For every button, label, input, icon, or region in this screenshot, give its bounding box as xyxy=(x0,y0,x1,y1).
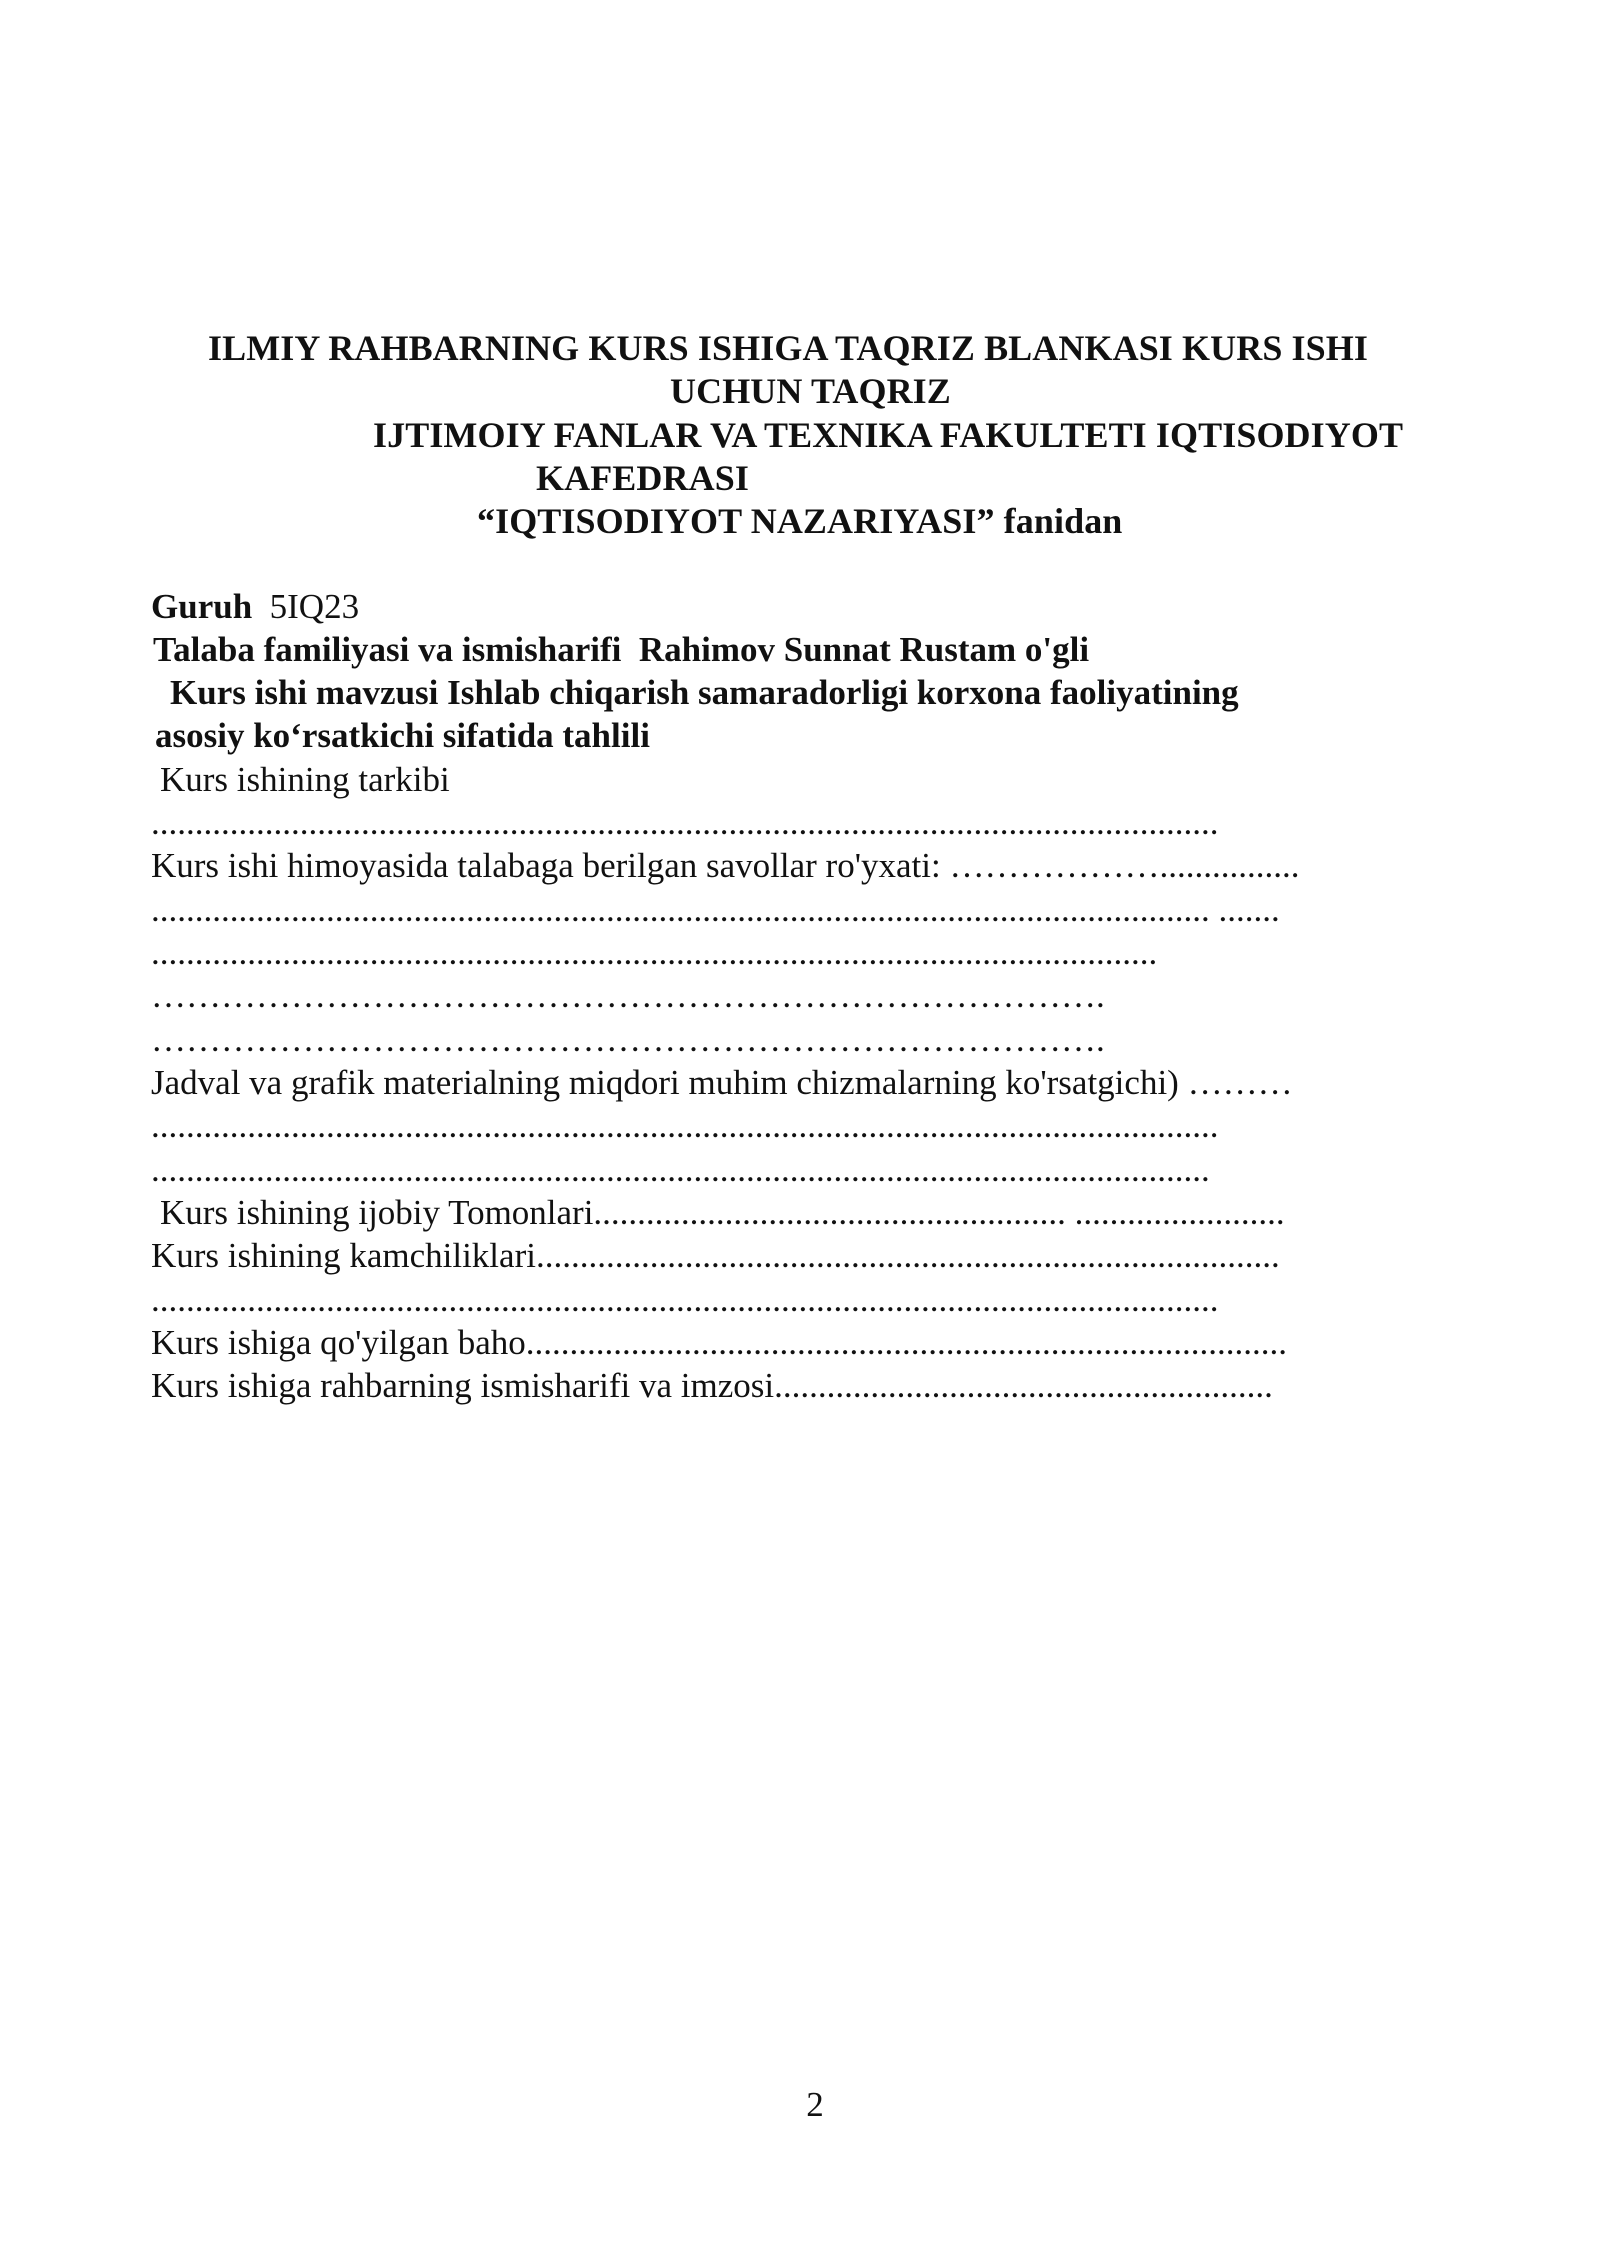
grade-label: Kurs ishiga qo'yilgan baho....................................................................................... xyxy=(151,1323,1287,1362)
dotted-line-4: ………………………………………………………………………. xyxy=(151,976,1105,1015)
page-number: 2 xyxy=(806,2085,824,2124)
group-value: 5IQ23 xyxy=(269,587,360,626)
tables-label: Jadval va grafik materialning miqdori muhim chizmalarning ko'rsatgichi) ……… xyxy=(151,1063,1293,1102)
shortcomings-label: Kurs ishining kamchiliklari..................................................................................... xyxy=(151,1236,1280,1275)
group-label: Guruh xyxy=(151,587,253,626)
topic-line-1: Kurs ishi mavzusi Ishlab chiqarish samaradorligi korxona faoliyatining xyxy=(170,673,1239,712)
dotted-line-5: ………………………………………………………………………. xyxy=(151,1020,1105,1059)
topic-line-2: asosiy ko‘rsatkichi sifatida tahlili xyxy=(155,716,650,755)
student-row xyxy=(153,628,1089,672)
signature-label: Kurs ishiga rahbarning ismisharifi va imzosi......................................................... xyxy=(151,1366,1273,1405)
group-row xyxy=(151,585,359,629)
positive-label: Kurs ishining ijobiy Tomonlari...................................................... ........................ xyxy=(160,1193,1285,1232)
student-label: Talaba familiyasi va ismisharifi xyxy=(153,630,622,669)
faculty-line: IJTIMOIY FANLAR VA TEXNIKA FAKULTETI IQTISODIYOT xyxy=(373,415,1404,455)
dotted-line-6: .......................................................................................................................... xyxy=(151,1106,1219,1145)
questions-label: Kurs ishi himoyasida talabaga berilgan savollar ro'yxati: ………………................ xyxy=(151,846,1300,885)
student-value: Rahimov Sunnat Rustam o'gli xyxy=(638,630,1090,669)
dotted-line-1: .......................................................................................................................... xyxy=(151,803,1219,842)
subject-line: “IQTISODIYOT NAZARIYASI” fanidan xyxy=(477,501,1123,541)
dotted-line-7: ......................................................................................................................... xyxy=(151,1150,1210,1189)
title-line-1: ILMIY RAHBARNING KURS ISHIGA TAQRIZ BLANKASI KURS ISHI xyxy=(208,328,1368,368)
structure-label: Kurs ishining tarkibi xyxy=(160,760,450,799)
dotted-line-8: .......................................................................................................................... xyxy=(151,1280,1219,1319)
title-line-2: UCHUN TAQRIZ xyxy=(670,371,951,411)
dotted-line-2: ......................................................................................................................... ....... xyxy=(151,890,1280,929)
dotted-line-3: ................................................................................................................... xyxy=(151,933,1158,972)
department-line: KAFEDRASI xyxy=(536,458,749,498)
